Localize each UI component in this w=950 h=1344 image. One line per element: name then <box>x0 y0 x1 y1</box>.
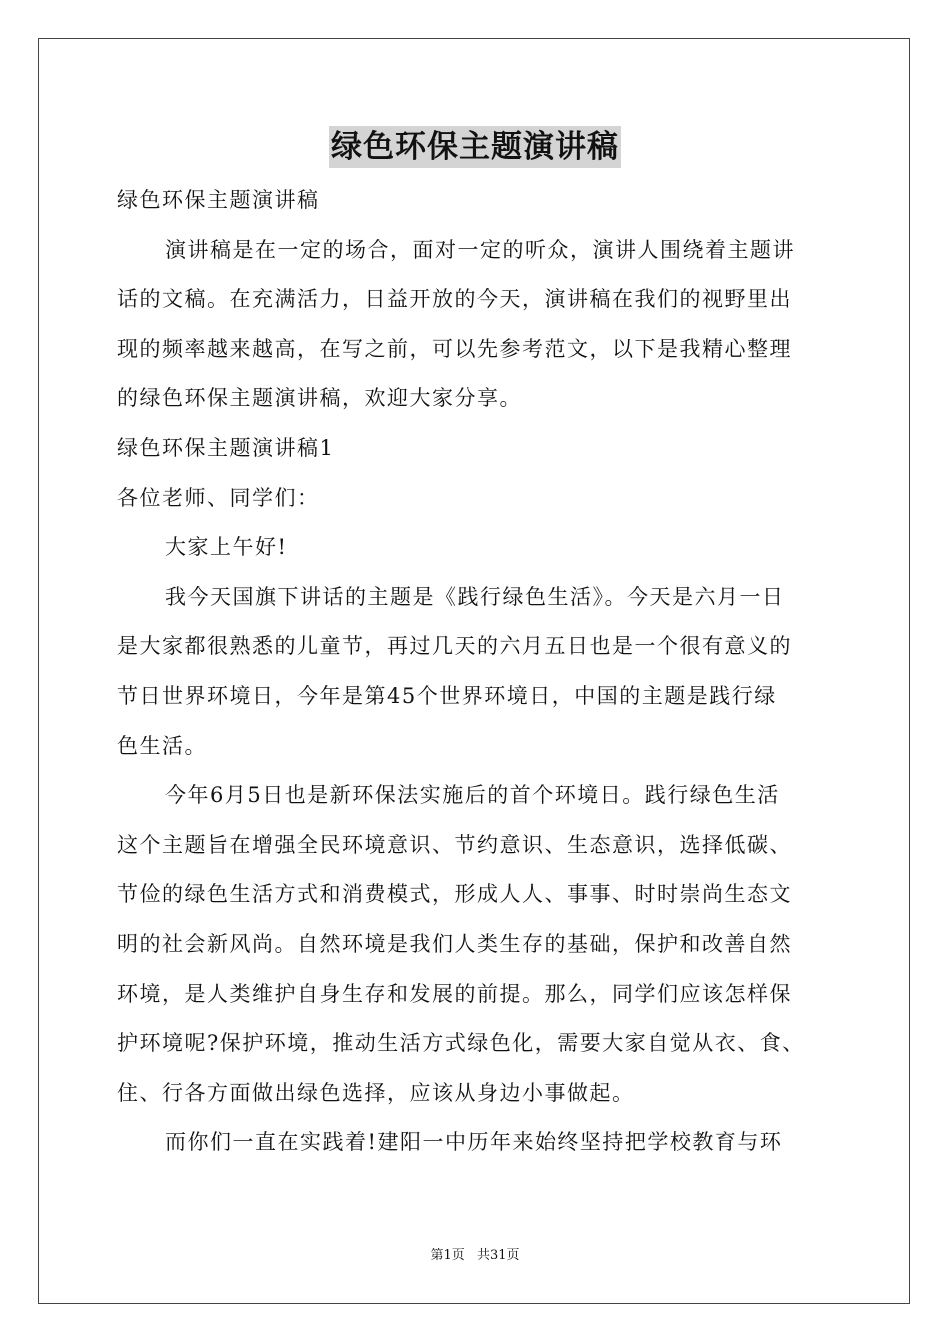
text-line: 我今天国旗下讲话的主题是《践行绿色生活》。今天是六月一日 <box>165 584 785 609</box>
text-line: 节俭的绿色生活方式和消费模式，形成人人、事事、时时崇尚生态文 <box>117 882 792 907</box>
text-line: 绿色环保主题演讲稿1 <box>117 435 335 460</box>
text-line: 今年6月5日也是新环保法实施后的首个环境日。践行绿色生活 <box>165 783 780 808</box>
title-wrap <box>0 126 950 168</box>
text-line: 色生活。 <box>117 733 207 758</box>
text-line: 而你们一直在实践着!建阳一中历年来始终坚持把学校教育与环 <box>165 1130 783 1155</box>
text-line: 的绿色环保主题演讲稿，欢迎大家分享。 <box>117 386 522 411</box>
text-line: 演讲稿是在一定的场合，面对一定的听众，演讲人围绕着主题讲 <box>165 237 795 262</box>
text-line: 话的文稿。在充满活力，日益开放的今天，演讲稿在我们的视野里出 <box>117 287 792 312</box>
text-line: 是大家都很熟悉的儿童节，再过几天的六月五日也是一个很有意义的 <box>117 634 792 659</box>
page-number: 第1页 <box>430 1248 465 1263</box>
text-line: 环境，是人类维护自身生存和发展的前提。那么，同学们应该怎样保 <box>117 981 792 1006</box>
text-line: 大家上午好! <box>165 535 288 560</box>
page-total: 共31页 <box>476 1248 520 1263</box>
text-line: 这个主题旨在增强全民环境意识、节约意识、生态意识，选择低碳、 <box>117 832 792 857</box>
text-line: 明的社会新风尚。自然环境是我们人类生存的基础，保护和改善自然 <box>117 931 792 956</box>
text-line: 节日世界环境日，今年是第45个世界环境日，中国的主题是践行绿 <box>117 683 777 708</box>
page-footer <box>0 1244 950 1263</box>
text-line: 绿色环保主题演讲稿 <box>117 188 320 212</box>
text-line: 现的频率越来越高，在写之前，可以先参考范文，以下是我精心整理 <box>117 336 792 361</box>
text-line: 住、行各方面做出绿色选择，应该从身边小事做起。 <box>117 1080 635 1105</box>
document-title: 绿色环保主题演讲稿 <box>329 126 621 168</box>
text-line: 各位老师、同学们： <box>117 485 320 510</box>
document-body <box>117 176 857 1168</box>
text-line: 护环境呢?保护环境，推动生活方式绿色化，需要大家自觉从衣、食、 <box>117 1031 805 1056</box>
